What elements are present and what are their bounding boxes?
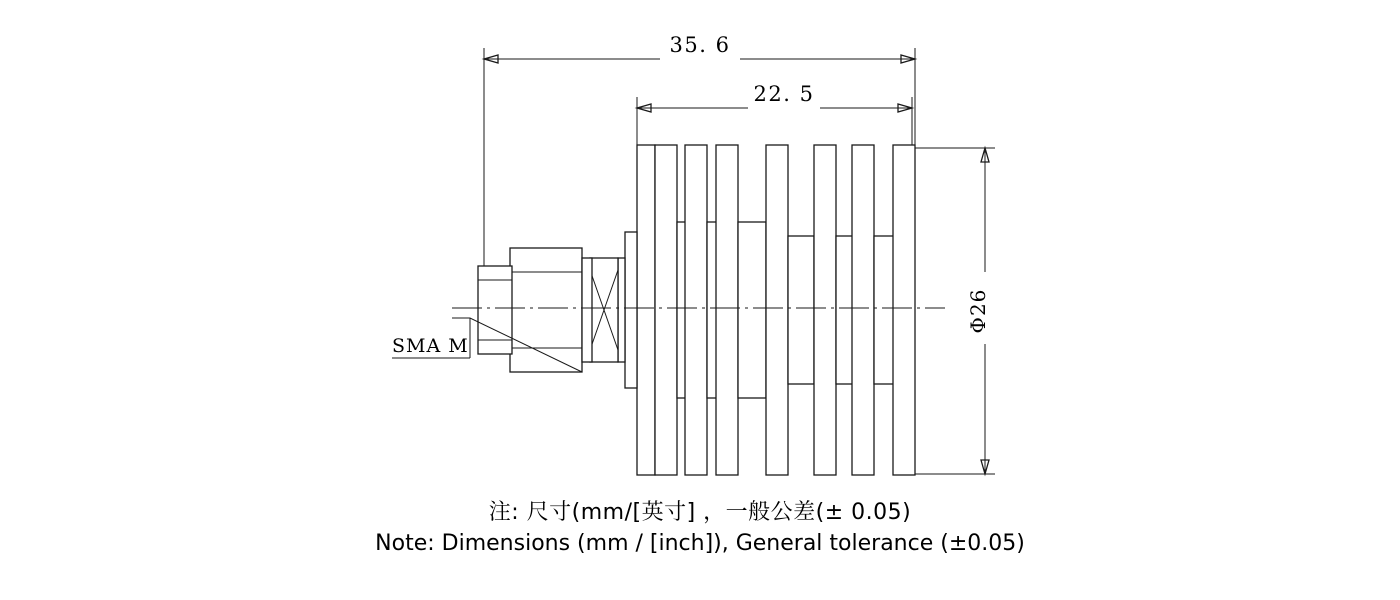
heatsink-body bbox=[637, 145, 915, 475]
dimension-text-diameter: Φ26 bbox=[966, 288, 990, 334]
heatsink-core-segment bbox=[738, 222, 766, 398]
notes-block bbox=[0, 498, 1400, 560]
dimension-text-body-length: 22. 5 bbox=[753, 82, 815, 106]
heatsink-fin bbox=[655, 145, 677, 475]
heatsink-fin bbox=[766, 145, 788, 475]
connector-label-text: SMA M bbox=[392, 335, 469, 357]
note-english: Note: Dimensions (mm / [inch]), General tolerance (±0.05) bbox=[375, 531, 1025, 556]
heatsink-fin bbox=[716, 145, 738, 475]
dimension-body-length bbox=[637, 82, 912, 145]
heatsink-fin bbox=[852, 145, 874, 475]
connector-thread bbox=[478, 266, 512, 354]
note-chinese: 注: 尺寸(mm/[英寸] ，一般公差(± 0.05) bbox=[488, 500, 912, 525]
mounting-flange bbox=[618, 232, 637, 388]
dimension-text-overall-length: 35. 6 bbox=[669, 33, 731, 57]
heatsink-fin bbox=[893, 145, 915, 475]
heatsink-fin bbox=[814, 145, 836, 475]
connector-hex-nut bbox=[510, 248, 582, 372]
dimension-diameter bbox=[915, 148, 995, 474]
heatsink-core-segment bbox=[788, 236, 814, 384]
heatsink-fin bbox=[685, 145, 707, 475]
sma-male-connector bbox=[478, 248, 618, 372]
